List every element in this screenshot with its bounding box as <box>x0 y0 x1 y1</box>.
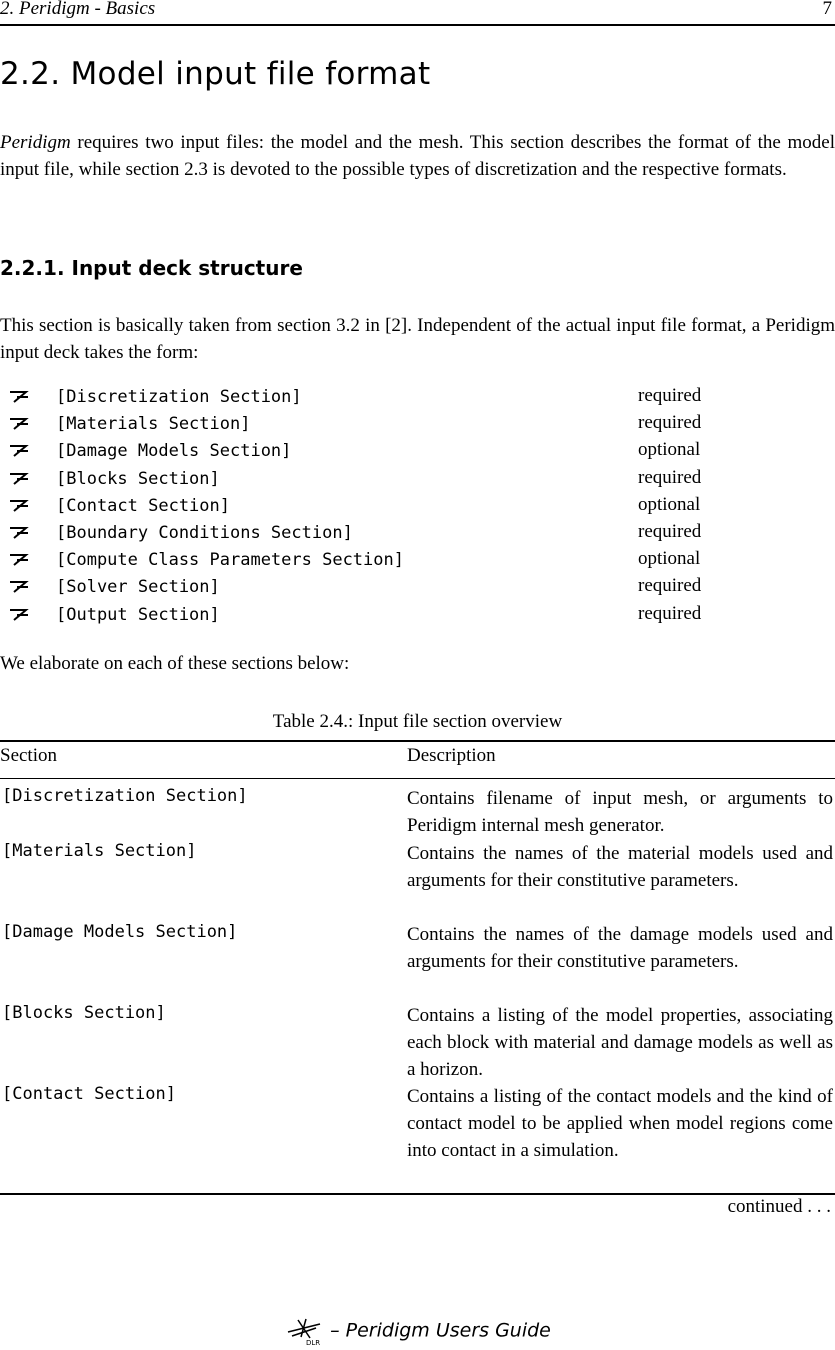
deck-intro-paragraph: This section is basically taken from section 3.2 in [2]. Independent of the actual input file format, a Peridigm input deck takes the form: <box>0 315 835 363</box>
arrow-bullet-icon <box>8 470 30 486</box>
table-row-section: [Discretization Section] <box>2 786 248 806</box>
arrow-bullet-icon <box>8 442 30 458</box>
table-row-description: Contains filename of input mesh, or arguments to Peridigm internal mesh generator. <box>407 788 833 836</box>
table-row-description: Contains a listing of the contact models and the kind of contact model to be applied when model regions come into contact in a simulation. <box>407 1086 833 1161</box>
deck-section-status: optional <box>638 493 701 515</box>
deck-section-name: [Discretization Section] <box>56 387 302 407</box>
arrow-bullet-icon <box>8 388 30 404</box>
deck-section-status: required <box>638 575 702 597</box>
table-row-description: Contains the names of the damage models used and arguments for their constitutive parameters. <box>407 924 833 972</box>
page-number: 7 <box>822 0 832 19</box>
table-header-rule <box>0 778 835 779</box>
arrow-bullet-icon <box>8 551 30 567</box>
section-title: 2.2. Model input file format <box>0 56 431 92</box>
footer-title: – Peridigm Users Guide <box>330 1319 551 1342</box>
deck-section-name: [Solver Section] <box>56 577 220 598</box>
list-item <box>0 494 835 521</box>
deck-section-name: [Contact Section] <box>56 495 230 516</box>
table-header-description: Description <box>407 745 496 766</box>
deck-section-status: required <box>638 385 702 406</box>
arrow-bullet-icon <box>8 606 30 622</box>
continued-note: continued . . . <box>727 1196 831 1217</box>
table-row-section: [Materials Section] <box>2 841 197 861</box>
list-item <box>0 439 835 466</box>
list-item <box>0 548 835 575</box>
page-footer <box>0 1316 835 1346</box>
deck-section-name: [Damage Models Section] <box>56 441 292 462</box>
arrow-bullet-icon <box>8 524 30 540</box>
list-item <box>0 603 835 630</box>
deck-section-name: [Output Section] <box>56 604 220 625</box>
intro-paragraph <box>0 129 835 183</box>
chapter-title: 2. Peridigm - Basics <box>0 0 156 19</box>
deck-section-name: [Materials Section] <box>56 414 251 435</box>
running-head <box>0 0 834 24</box>
deck-list <box>0 385 835 630</box>
table-row-section: [Blocks Section] <box>2 1003 166 1023</box>
deck-section-name: [Boundary Conditions Section] <box>56 522 353 543</box>
table-row-section: [Damage Models Section] <box>2 922 238 942</box>
header-rule <box>0 24 835 26</box>
arrow-bullet-icon <box>8 497 30 513</box>
logo-text: DLR <box>306 1339 321 1346</box>
table-row-section: [Contact Section] <box>2 1084 176 1104</box>
table-bottom-rule <box>0 1193 835 1195</box>
deck-section-name: [Compute Class Parameters Section] <box>56 550 404 571</box>
intro-text: requires two input files: the model and the mesh. This section describes the format of the model input file, while section 2.3 is devoted to the possible types of discretization and the respective formats. <box>0 132 835 180</box>
deck-section-status: optional <box>638 548 701 570</box>
list-item <box>0 412 835 439</box>
table-row-description: Contains a listing of the model properties, associating each block with material and damage models as well as a horizon. <box>407 1005 833 1080</box>
list-item <box>0 575 835 602</box>
elaborate-text: We elaborate on each of these sections below: <box>0 653 350 674</box>
arrow-bullet-icon <box>8 578 30 594</box>
deck-section-name: [Blocks Section] <box>56 468 220 489</box>
subsection-title: 2.2.1. Input deck structure <box>0 256 303 280</box>
list-item <box>0 467 835 494</box>
list-item <box>0 385 835 412</box>
dlr-logo-icon <box>284 1316 324 1346</box>
deck-section-status: required <box>638 520 702 542</box>
deck-section-status: required <box>638 602 702 624</box>
deck-section-status: optional <box>638 439 701 461</box>
table-top-rule <box>0 740 835 742</box>
table-caption: Table 2.4.: Input file section overview <box>272 711 563 732</box>
deck-section-status: required <box>638 466 702 488</box>
arrow-bullet-icon <box>8 415 30 431</box>
intro-lead: Peridigm <box>0 132 71 153</box>
table-row-description: Contains the names of the material models used and arguments for their constitutive parameters. <box>407 843 833 891</box>
table-header-section: Section <box>0 745 57 766</box>
list-item <box>0 521 835 548</box>
deck-section-status: required <box>638 412 702 434</box>
